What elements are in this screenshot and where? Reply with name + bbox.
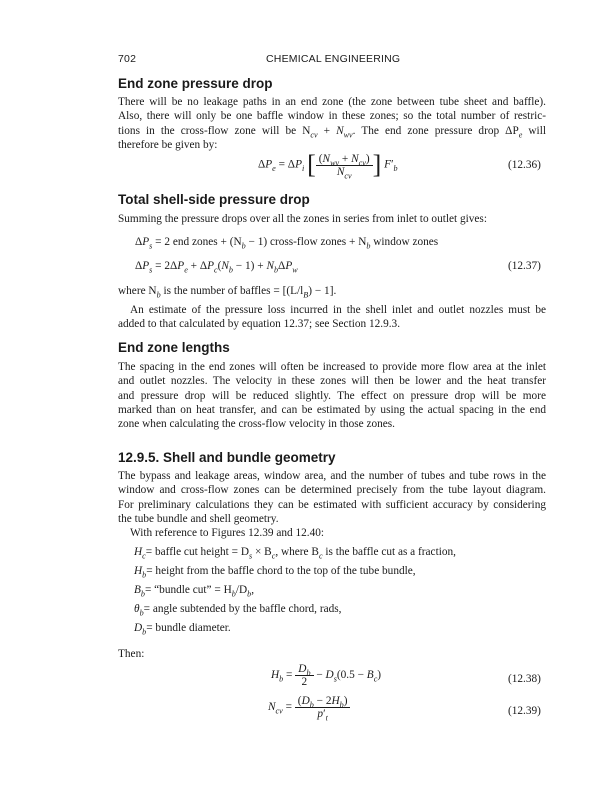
then-label: Then:: [118, 648, 145, 660]
page-number: 702: [118, 53, 137, 65]
equation-number-12-39: (12.39): [508, 705, 541, 717]
text-line: Summing the pressure drops over all the zones in series from inlet to outlet gives:: [118, 213, 487, 225]
text-line: and outlet nozzles. The velocity in these zones will then be lower and the heat transfer: [118, 375, 546, 388]
text-line: and pressure drop will be reduced slightly. The effect on pressure drop will be more: [118, 389, 546, 402]
text-line: zone when calculating the cross-flow velocity in those zones.: [118, 418, 395, 431]
equation-number-12-36: (12.36): [508, 159, 541, 171]
text-line: There will be no leakage paths in an end zone (the zone between tube sheet and baffle).: [118, 96, 546, 108]
equation-12-36: $\Delta P_e = \Delta P_i$ [ $\frac{(N_{wv} + N_{cv})}{N_{cv}}$ ] $F'_b$: [258, 150, 398, 180]
text-line: The bypass and leakage areas, window area, and the number of tubes and tube rows in the: [118, 470, 546, 482]
equation-12-39: $N_{cv}$ = $\frac{(D_b - 2H_b)}{p'_t}$: [268, 695, 350, 720]
heading-total-shell-side-pressure-drop: Total shell-side pressure drop: [118, 192, 310, 207]
paragraph-bypass: [118, 469, 546, 540]
equation-number-12-37: (12.37): [508, 260, 541, 272]
text-line: For preliminary calculations they can be estimated with sufficient accuracy by considering: [118, 498, 546, 511]
heading-shell-bundle-geometry: 12.9.5. Shell and bundle geometry: [118, 450, 336, 465]
equation-number-12-38: (12.38): [508, 673, 541, 685]
text-line: window and cross-flow zones can be determined precisely from the tube layout diagram.: [118, 484, 546, 497]
equation-12-38: $H_b$ = $\frac{D_b}{2}$ − $D_s(0.5 - B_c)$: [271, 663, 382, 688]
text-line: With reference to Figures 12.39 and 12.40:: [130, 527, 325, 540]
definition-hc: $H_c=$ baffle cut height = $D_s \times B_c$, where $B_c$ is the baffle cut as a fraction,: [134, 546, 456, 561]
running-title: CHEMICAL ENGINEERING: [266, 53, 401, 65]
text-line: An estimate of the pressure loss incurred in the shell inlet and outlet nozzles must be: [130, 304, 546, 316]
paragraph-end-zone: [118, 95, 546, 152]
equation-total-zones: $\Delta P_s = 2$ end zones + $(N_b - 1)$ cross-flow zones + $N_b$ window zones: [135, 236, 439, 251]
definition-theta-b: $\theta_b=$ angle subtended by the baffle chord, rads,: [134, 603, 342, 618]
text-line: tions in the cross-flow zone will be $N_{cv} + N_{wv}$. The end zone pressure drop $\Delta P_e$ will: [118, 124, 546, 139]
equation-12-37: $\Delta P_s = 2\Delta P_e + \Delta P_c(N_b - 1) + N_b\Delta P_w$: [135, 260, 298, 275]
definition-hb: $H_b=$ height from the baffle chord to the top of the tube bundle,: [134, 565, 416, 580]
paragraph-where: [118, 284, 546, 298]
text-line: the tube bundle and shell geometry.: [118, 512, 279, 525]
definition-bb: $B_b=$ “bundle cut” = $H_b/D_b$,: [134, 584, 255, 599]
heading-end-zone-pressure-drop: End zone pressure drop: [118, 76, 273, 91]
definition-db: $D_b=$ bundle diameter.: [134, 622, 231, 637]
text-line: Also, there will only be one baffle window in these zones; so the total number of restric-: [118, 110, 546, 123]
paragraph-summing: [118, 212, 546, 226]
text-line: marked than on heat transfer, and can be estimated by using the actual spacing in the end: [118, 403, 546, 416]
paragraph-end-zone-lengths: [118, 360, 546, 431]
text-line: therefore be given by:: [118, 138, 218, 151]
text-line: where $N_b$ is the number of baffles = $[(L/l_B) - 1]$.: [118, 285, 337, 300]
text-line: added to that calculated by equation 12.37; see Section 12.9.3.: [118, 318, 401, 331]
heading-end-zone-lengths: End zone lengths: [118, 340, 230, 355]
paragraph-nozzles: [118, 303, 546, 332]
text-line: The spacing in the end zones will often be increased to provide more flow area at the inlet: [118, 361, 546, 373]
